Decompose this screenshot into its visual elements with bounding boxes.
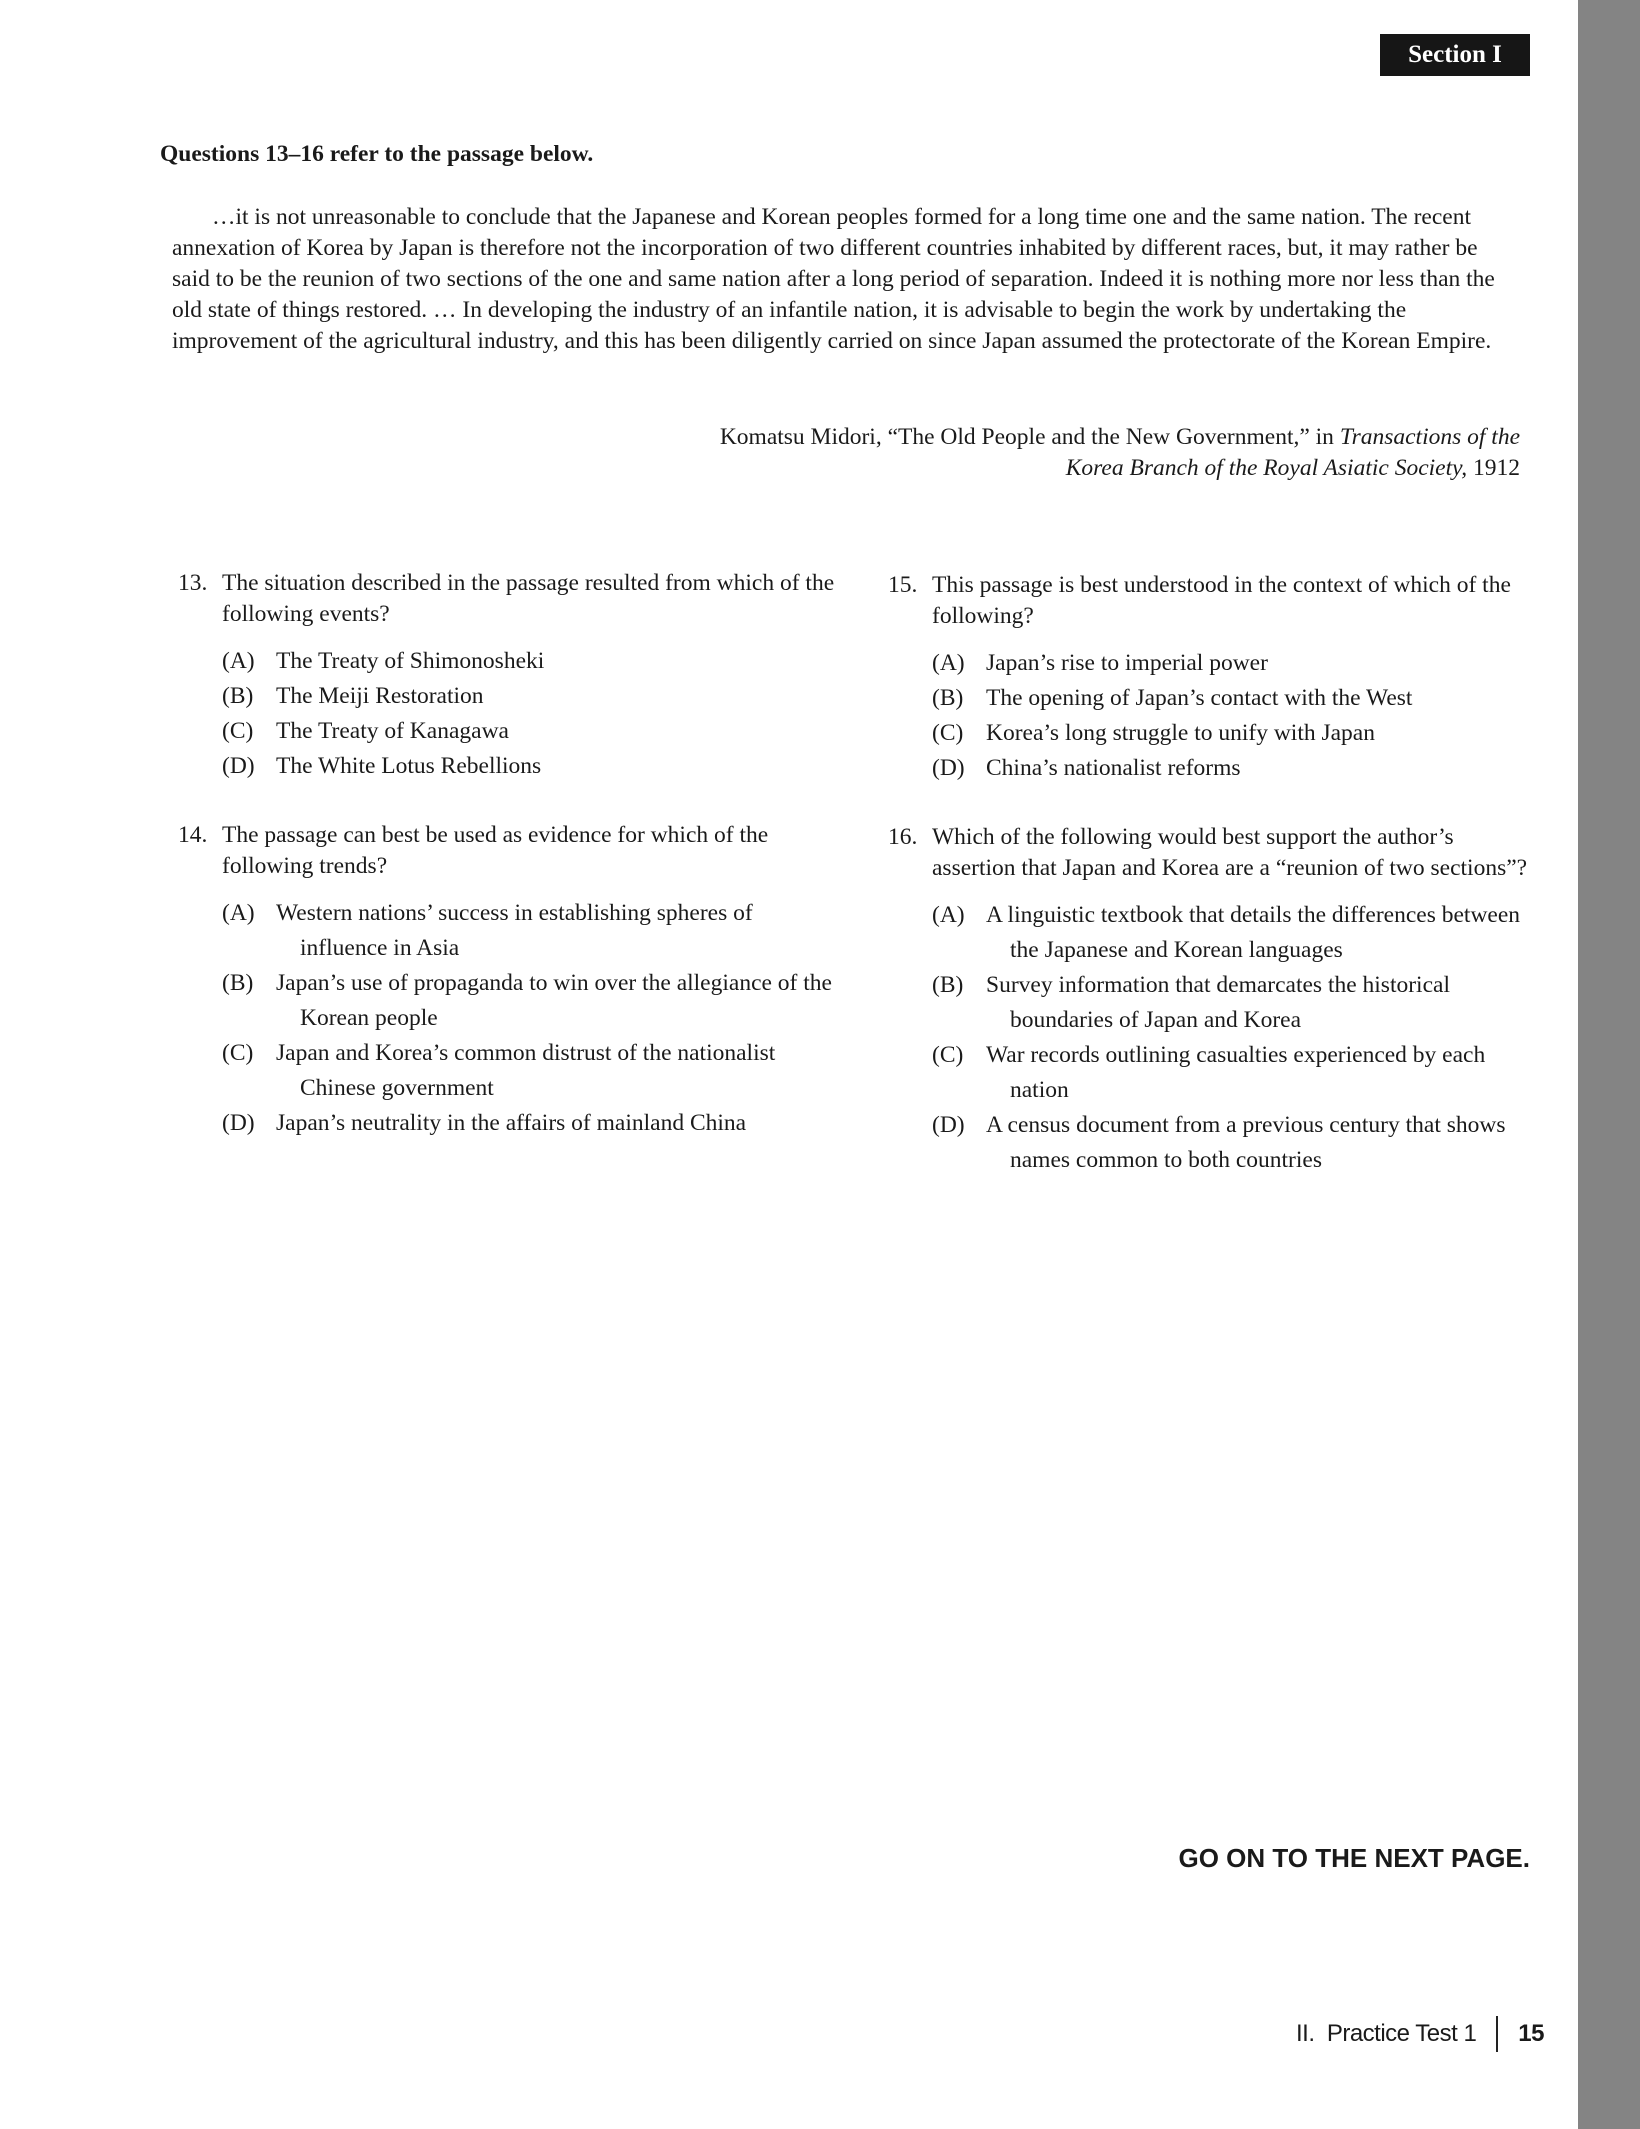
option-text: A linguistic textbook that details the differences between the Japanese and Korean languages bbox=[986, 902, 1521, 963]
question-13 bbox=[178, 568, 838, 784]
option-text: War records outlining casualties experienced by each nation bbox=[986, 1042, 1486, 1103]
answer-option[interactable] bbox=[932, 751, 1538, 786]
citation-source: Transactions of the bbox=[1339, 424, 1520, 450]
answer-option[interactable] bbox=[932, 716, 1538, 751]
question-stem bbox=[178, 820, 838, 882]
option-letter: (B) bbox=[932, 972, 964, 998]
passage-heading: Questions 13–16 refer to the passage below. bbox=[160, 141, 594, 167]
option-letter: (A) bbox=[222, 900, 255, 926]
option-letter: (D) bbox=[932, 755, 965, 781]
citation-author: Komatsu Midori, “The Old People and the New Government,” in bbox=[719, 424, 1340, 450]
option-text: The Treaty of Kanagawa bbox=[276, 718, 509, 744]
citation bbox=[720, 422, 1520, 484]
option-text: Survey information that demarcates the historical boundaries of Japan and Korea bbox=[986, 972, 1450, 1033]
page-number: 15 bbox=[1518, 2020, 1544, 2047]
option-letter: (A) bbox=[932, 902, 965, 928]
question-number: 15. bbox=[888, 572, 918, 598]
option-letter: (D) bbox=[222, 1110, 255, 1136]
footer-divider bbox=[1496, 2016, 1498, 2052]
answer-option[interactable] bbox=[222, 749, 838, 784]
option-text: The White Lotus Rebellions bbox=[276, 753, 542, 779]
go-on-notice: GO ON TO THE NEXT PAGE. bbox=[1178, 1843, 1530, 1873]
option-letter: (B) bbox=[222, 970, 254, 996]
option-letter: (A) bbox=[932, 650, 965, 676]
question-stem bbox=[888, 822, 1538, 884]
option-letter: (C) bbox=[222, 1040, 254, 1066]
answer-option[interactable] bbox=[932, 968, 1538, 1038]
option-letter: (C) bbox=[932, 720, 964, 746]
option-text: Japan’s rise to imperial power bbox=[986, 650, 1268, 676]
answer-option[interactable] bbox=[222, 896, 838, 966]
question-text: The situation described in the passage resulted from which of the following events? bbox=[222, 570, 835, 627]
answer-option[interactable] bbox=[932, 1038, 1538, 1108]
answer-options bbox=[222, 644, 838, 784]
answer-option[interactable] bbox=[222, 1106, 838, 1141]
answer-options bbox=[932, 646, 1538, 786]
question-stem bbox=[178, 568, 838, 630]
option-text: A census document from a previous century that shows names common to both countries bbox=[986, 1112, 1506, 1173]
question-stem bbox=[888, 570, 1538, 632]
option-letter: (C) bbox=[222, 718, 254, 744]
answer-option[interactable] bbox=[222, 644, 838, 679]
answer-option[interactable] bbox=[932, 646, 1538, 681]
option-text: The opening of Japan’s contact with the West bbox=[986, 685, 1413, 711]
footer-label: II. Practice Test 1 bbox=[1295, 2020, 1477, 2047]
passage bbox=[172, 202, 1502, 357]
answer-options bbox=[932, 898, 1538, 1178]
option-text: Western nations’ success in establishing spheres of influence in Asia bbox=[276, 900, 753, 961]
option-letter: (C) bbox=[932, 1042, 964, 1068]
option-letter: (D) bbox=[222, 753, 255, 779]
option-text: The Treaty of Shimonosheki bbox=[276, 648, 545, 674]
section-badge: Section I bbox=[1380, 34, 1530, 76]
option-letter: (B) bbox=[932, 685, 964, 711]
answer-option[interactable] bbox=[222, 679, 838, 714]
question-text: This passage is best understood in the context of which of the following? bbox=[932, 572, 1511, 629]
question-15 bbox=[888, 570, 1538, 786]
passage-text: …it is not unreasonable to conclude that the Japanese and Korean peoples formed for a long time one and the same nation. The recent annexation of Korea by Japan is therefore not the incorporation of two different countries inhabited by different races, but, it may rather be said to be the reunion of two sections of the one and same nation after a long period of separation. Indeed it is nothing more nor less than the old state of things restored. … In developing the industry of an infantile nation, it is advisable to begin the work by undertaking the improvement of the agricultural industry, and this has been diligently carried on since Japan assumed the protectorate of the Korean Empire. bbox=[172, 204, 1495, 354]
answer-option[interactable] bbox=[222, 714, 838, 749]
answer-option[interactable] bbox=[932, 681, 1538, 716]
question-number: 13. bbox=[178, 570, 208, 596]
question-14 bbox=[178, 820, 838, 1141]
question-number: 16. bbox=[888, 824, 918, 850]
option-text: Japan’s use of propaganda to win over the allegiance of the Korean people bbox=[276, 970, 832, 1031]
question-number: 14. bbox=[178, 822, 208, 848]
option-text: China’s nationalist reforms bbox=[986, 755, 1241, 781]
answer-option[interactable] bbox=[222, 966, 838, 1036]
answer-option[interactable] bbox=[222, 1036, 838, 1106]
citation-year: 1912 bbox=[1467, 455, 1520, 481]
question-16 bbox=[888, 822, 1538, 1178]
question-text: Which of the following would best support the author’s assertion that Japan and Korea are a “reunion of two sections”? bbox=[932, 824, 1528, 881]
option-letter: (D) bbox=[932, 1112, 965, 1138]
answer-option[interactable] bbox=[932, 1108, 1538, 1178]
page-footer bbox=[1296, 2016, 1544, 2052]
citation-source-cont: Korea Branch of the Royal Asiatic Society, bbox=[1065, 455, 1468, 481]
option-text: Japan’s neutrality in the affairs of mainland China bbox=[276, 1110, 747, 1136]
option-text: Korea’s long struggle to unify with Japan bbox=[986, 720, 1375, 746]
option-letter: (B) bbox=[222, 683, 254, 709]
option-text: The Meiji Restoration bbox=[276, 683, 484, 709]
page-edge-band bbox=[1578, 0, 1640, 2129]
answer-options bbox=[222, 896, 838, 1141]
answer-option[interactable] bbox=[932, 898, 1538, 968]
question-text: The passage can best be used as evidence for which of the following trends? bbox=[222, 822, 769, 879]
option-letter: (A) bbox=[222, 648, 255, 674]
option-text: Japan and Korea’s common distrust of the nationalist Chinese government bbox=[276, 1040, 776, 1101]
